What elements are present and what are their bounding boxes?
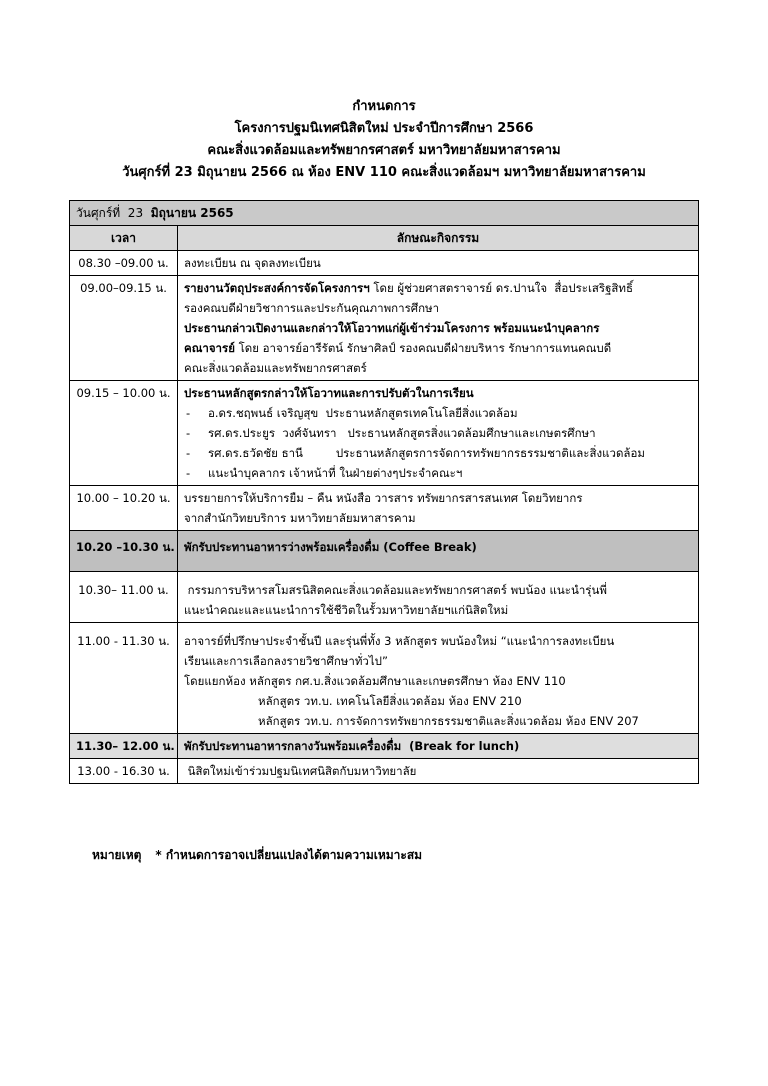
activity-line: รองคณบดีฝ่ายวิชาการและประกันคุณภาพการศึกษา — [184, 301, 440, 315]
header-faculty: คณะสิ่งแวดล้อมและทรัพยากรศาสตร์ มหาวิทยาลัยมหาสารคาม — [207, 143, 561, 158]
row-time: 11.00 - 11.30 น. — [70, 623, 178, 734]
table-row-break — [70, 734, 699, 759]
row-time: 11.30– 12.00 น. — [70, 734, 178, 759]
activity-line: หลักสูตร วท.บ. เทคโนโลยีสิ่งแวดล้อม ห้อง ENV 210 — [258, 694, 522, 708]
activity-line — [184, 278, 692, 298]
list-item — [184, 423, 692, 443]
activity-line: พักรับประทานอาหารว่างพร้อมเครื่องดื่ม (Coffee Break) — [184, 540, 477, 554]
activity-line: กรรมการบริหารสโมสรนิสิตคณะสิ่งแวดล้อมและทรัพยากรศาสตร์ พบน้อง แนะนำรุ่นพี่ — [184, 583, 607, 597]
row-activity — [178, 276, 699, 381]
activity-line-text: โดย อาจารย์อารีรัตน์ รักษาศิลป์ รองคณบดีฝ่ายบริหาร รักษาการแทนคณบดี — [234, 341, 612, 355]
document-header — [0, 96, 768, 184]
list-item — [184, 443, 692, 463]
list-item-text: รศ.ดร.ประยูร วงศ์จันทรา ประธานหลักสูตรสิ่งแวดล้อมศึกษาและเกษตรศึกษา — [208, 426, 596, 440]
list-item — [184, 403, 692, 423]
row-time: 10.20 –10.30 น. — [70, 531, 178, 572]
activity-line — [184, 338, 692, 358]
day-label — [70, 201, 699, 226]
row-activity — [178, 759, 699, 784]
activity-line: นิสิตใหม่เข้าร่วมปฐมนิเทศนิสิตกับมหาวิทยาลัย — [184, 764, 417, 778]
dash-bullet-icon: - — [186, 406, 191, 420]
column-header-time: เวลา — [70, 226, 178, 251]
activity-line-bold: ประธานกล่าวเปิดงานและกล่าวให้โอวาทแก่ผู้เข้าร่วมโครงการ พร้อมแนะนำบุคลากร — [184, 321, 600, 335]
list-item — [184, 463, 692, 483]
column-header-activity: ลักษณะกิจกรรม — [178, 226, 699, 251]
row-activity — [178, 381, 699, 486]
footnote-label: หมายเหตุ — [92, 848, 142, 862]
activity-line: จากสำนักวิทยบริการ มหาวิทยาลัยมหาสารคาม — [184, 511, 416, 525]
table-row — [70, 486, 699, 531]
row-time: 10.30– 11.00 น. — [70, 572, 178, 623]
schedule-table — [69, 200, 699, 784]
list-item-text: อ.ดร.ชฤพนธ์ เจริญสุข ประธานหลักสูตรเทคโนโลยีสิ่งแวดล้อม — [208, 406, 518, 420]
column-header-row — [70, 226, 699, 251]
table-row-break — [70, 531, 699, 572]
table-row — [70, 759, 699, 784]
row-time: 08.30 –09.00 น. — [70, 251, 178, 276]
table-row — [70, 572, 699, 623]
activity-line-bold: คณาจารย์ — [184, 341, 235, 355]
table-row — [70, 623, 699, 734]
activity-line: เรียนและการเลือกลงรายวิชาศึกษาทั่วไป” — [184, 654, 388, 668]
row-time: 10.00 – 10.20 น. — [70, 486, 178, 531]
table-row — [70, 381, 699, 486]
dash-bullet-icon: - — [186, 426, 191, 440]
activity-line: หลักสูตร วท.บ. การจัดการทรัพยากรธรรมชาติและสิ่งแวดล้อม ห้อง ENV 207 — [258, 714, 639, 728]
row-activity — [178, 623, 699, 734]
dash-bullet-icon: - — [186, 466, 191, 480]
activity-line-text: โดย ผู้ช่วยศาสตราจารย์ ดร.ปานใจ สื่อประเสริฐสิทธิ์ — [369, 281, 634, 295]
list-item-text: แนะนำบุคลากร เจ้าหน้าที่ ในฝ่ายต่างๆประจำคณะฯ — [208, 466, 463, 480]
activity-line: คณะสิ่งแวดล้อมและทรัพยากรศาสตร์ — [184, 361, 367, 375]
row-time: 09.15 – 10.00 น. — [70, 381, 178, 486]
list-item-text: รศ.ดร.ธวัดชัย ธานี ประธานหลักสูตรการจัดการทรัพยากรธรรมชาติและสิ่งแวดล้อม — [208, 446, 645, 460]
day-label-month: มิถุนายน 2565 — [150, 206, 234, 220]
row-activity — [178, 486, 699, 531]
activity-line-bold: รายงานวัตถุประสงค์การจัดโครงการฯ — [184, 281, 370, 295]
table-row — [70, 276, 699, 381]
footnote-text: * กำหนดการอาจเปลี่ยนแปลงได้ตามความเหมาะสม — [155, 848, 423, 862]
activity-line: อาจารย์ที่ปรึกษาประจำชั้นปี และรุ่นพี่ทั้ง 3 หลักสูตร พบน้องใหม่ “แนะนำการลงทะเบียน — [184, 634, 615, 648]
row-time: 13.00 - 16.30 น. — [70, 759, 178, 784]
day-label-prefix: วันศุกร์ที่ 23 — [76, 206, 151, 220]
day-bar — [70, 201, 699, 226]
row-activity — [178, 251, 699, 276]
row-time: 09.00–09.15 น. — [70, 276, 178, 381]
activity-heading: ประธานหลักสูตรกล่าวให้โอวาทและการปรับตัวในการเรียน — [184, 386, 474, 400]
activity-line: โดยแยกห้อง หลักสูตร กศ.บ.สิ่งแวดล้อมศึกษาและเกษตรศึกษา ห้อง ENV 110 — [184, 674, 566, 688]
row-activity — [178, 572, 699, 623]
header-title: กำหนดการ — [352, 99, 416, 114]
row-activity — [178, 531, 699, 572]
row-activity — [178, 734, 699, 759]
activity-line: แนะนำคณะและแนะนำการใช้ชีวิตในรั้วมหาวิทยาลัยฯแก่นิสิตใหม่ — [184, 603, 509, 617]
activity-line: บรรยายการให้บริการยืม – คืน หนังสือ วารสาร ทรัพยากรสารสนเทศ โดยวิทยากร — [184, 491, 583, 505]
activity-line: ลงทะเบียน ณ จุดลงทะเบียน — [184, 256, 321, 270]
activity-line: พักรับประทานอาหารกลางวันพร้อมเครื่องดื่ม (Break for lunch) — [184, 739, 520, 753]
dash-bullet-icon: - — [186, 446, 191, 460]
footnote — [92, 846, 422, 865]
header-project: โครงการปฐมนิเทศนิสิตใหม่ ประจำปีการศึกษา 2566 — [234, 121, 534, 136]
table-row — [70, 251, 699, 276]
header-date-venue: วันศุกร์ที่ 23 มิถุนายน 2566 ณ ห้อง ENV 110 คณะสิ่งแวดล้อมฯ มหาวิทยาลัยมหาสารคาม — [122, 165, 646, 180]
